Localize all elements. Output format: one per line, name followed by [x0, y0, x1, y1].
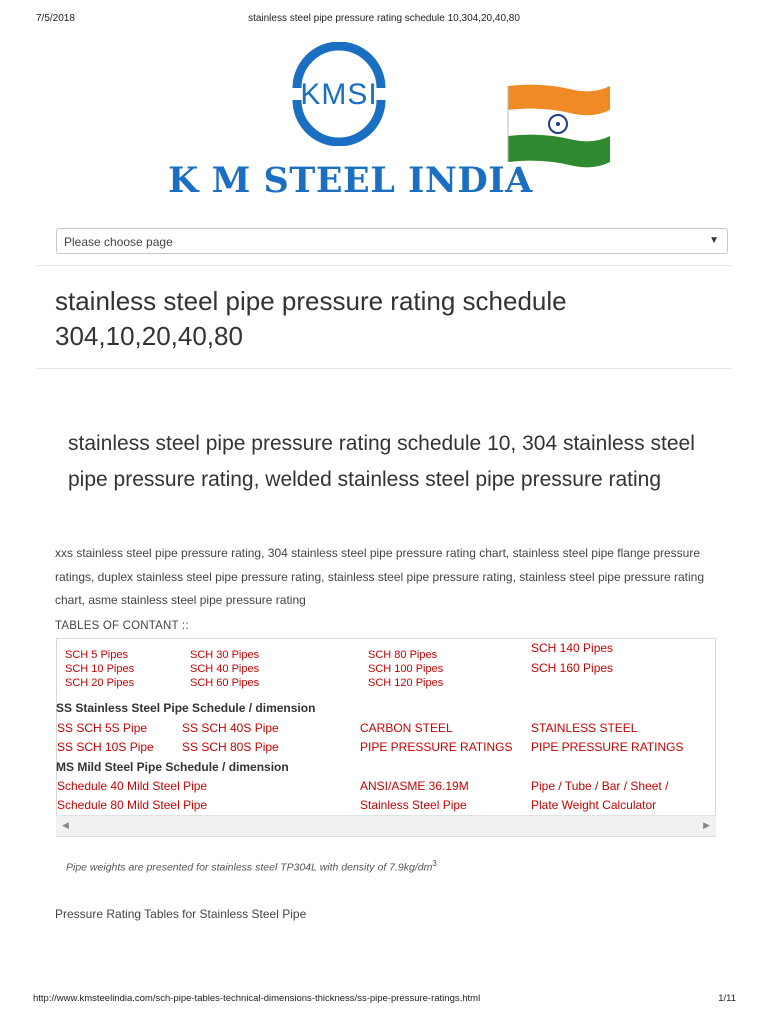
scroll-right-icon[interactable]: ▶ — [703, 820, 710, 830]
divider-title — [36, 368, 732, 369]
toc-link-sch-100[interactable]: SCH 100 Pipes — [368, 663, 444, 675]
chevron-down-icon: ▼ — [709, 235, 719, 246]
toc-link-carbon-pressure[interactable]: PIPE PRESSURE RATINGS — [360, 740, 513, 754]
toc-link-ss-sch-10s[interactable]: SS SCH 10S Pipe — [57, 740, 154, 754]
print-header — [0, 13, 768, 27]
company-logo[interactable] — [160, 40, 620, 202]
toc-link-weight-calc-1[interactable]: Pipe / Tube / Bar / Sheet / — [531, 779, 669, 793]
toc-link-weight-calc-2[interactable]: Plate Weight Calculator — [531, 798, 657, 812]
horizontal-scrollbar[interactable] — [56, 815, 716, 836]
print-doc-title: stainless steel pipe pressure rating schedule 10,304,20,40,80 — [248, 13, 520, 24]
toc-section-ss: SS Stainless Steel Pipe Schedule / dimension — [56, 701, 316, 715]
print-date: 7/5/2018 — [36, 13, 75, 24]
page-select-label: Please choose page — [64, 235, 173, 249]
logo-badge-text: KMSI — [300, 78, 378, 111]
toc-table — [56, 638, 716, 837]
intro-paragraph: xxs stainless steel pipe pressure rating, 304 stainless steel pipe pressure rating chart, stainless steel pipe flange pressure ratings, duplex stainless steel pipe pressure rating, stainless steel pipe pressure rating, stainless steel pipe pressure rating chart, asme stainless steel pipe pressure rating — [55, 546, 705, 607]
toc-link-ss-sch-80s[interactable]: SS SCH 80S Pipe — [182, 740, 279, 754]
toc-link-ms-sch-80[interactable]: Schedule 80 Mild Steel Pipe — [57, 798, 208, 812]
scroll-left-icon[interactable]: ◀ — [62, 820, 69, 830]
print-footer — [0, 993, 768, 1007]
weight-note-text: Pipe weights are presented for stainless steel TP304L with density of 7.9kg/dm — [66, 861, 433, 874]
page-select[interactable] — [56, 228, 728, 254]
toc-link-ms-sch-40[interactable]: Schedule 40 Mild Steel Pipe — [57, 779, 208, 793]
company-name: K M STEEL INDIA — [168, 160, 533, 201]
toc-label: TABLES OF CONTANT :: — [55, 620, 189, 632]
toc-link-sch-60[interactable]: SCH 60 Pipes — [190, 677, 260, 689]
divider-top — [36, 265, 732, 266]
toc-link-carbon-steel[interactable]: CARBON STEEL — [360, 721, 453, 735]
toc-link-sch-160[interactable]: SCH 160 Pipes — [531, 661, 614, 675]
toc-link-sch-30[interactable]: SCH 30 Pipes — [190, 649, 260, 661]
toc-link-stainless-pipe[interactable]: Stainless Steel Pipe — [360, 798, 467, 812]
weight-note — [66, 859, 437, 874]
print-url: http://www.kmsteelindia.com/sch-pipe-tables-technical-dimensions-thickness/ss-pipe-pressure-ratings.html — [33, 993, 481, 1004]
toc-link-sch-120[interactable]: SCH 120 Pipes — [368, 677, 444, 689]
print-page-number: 1/11 — [718, 993, 736, 1004]
toc-link-sch-10[interactable]: SCH 10 Pipes — [65, 663, 135, 675]
toc-link-sch-20[interactable]: SCH 20 Pipes — [65, 677, 135, 689]
page-title: stainless steel pipe pressure rating schedule 304,10,20,40,80 — [55, 286, 567, 351]
weight-note-sup: 3 — [432, 859, 437, 868]
toc-link-sch-140[interactable]: SCH 140 Pipes — [531, 641, 614, 655]
toc-link-stainless-steel[interactable]: STAINLESS STEEL — [531, 721, 638, 735]
toc-link-sch-80[interactable]: SCH 80 Pipes — [368, 649, 438, 661]
toc-link-ss-sch-40s[interactable]: SS SCH 40S Pipe — [182, 721, 279, 735]
section-title: Pressure Rating Tables for Stainless Steel Pipe — [55, 907, 307, 921]
article-subtitle: stainless steel pipe pressure rating schedule 10, 304 stainless steel pipe pressure rating, welded stainless steel pipe pressure rating — [68, 432, 695, 491]
toc-section-ms: MS Mild Steel Pipe Schedule / dimension — [56, 760, 289, 774]
toc-link-sch-40[interactable]: SCH 40 Pipes — [190, 663, 260, 675]
india-flag-icon — [502, 80, 614, 170]
toc-link-ansi-asme[interactable]: ANSI/ASME 36.19M — [360, 779, 469, 793]
toc-link-ss-sch-5s[interactable]: SS SCH 5S Pipe — [57, 721, 148, 735]
toc-link-stainless-pressure[interactable]: PIPE PRESSURE RATINGS — [531, 740, 684, 754]
kmsi-badge-icon — [287, 42, 391, 146]
toc-link-sch-5[interactable]: SCH 5 Pipes — [65, 649, 128, 661]
